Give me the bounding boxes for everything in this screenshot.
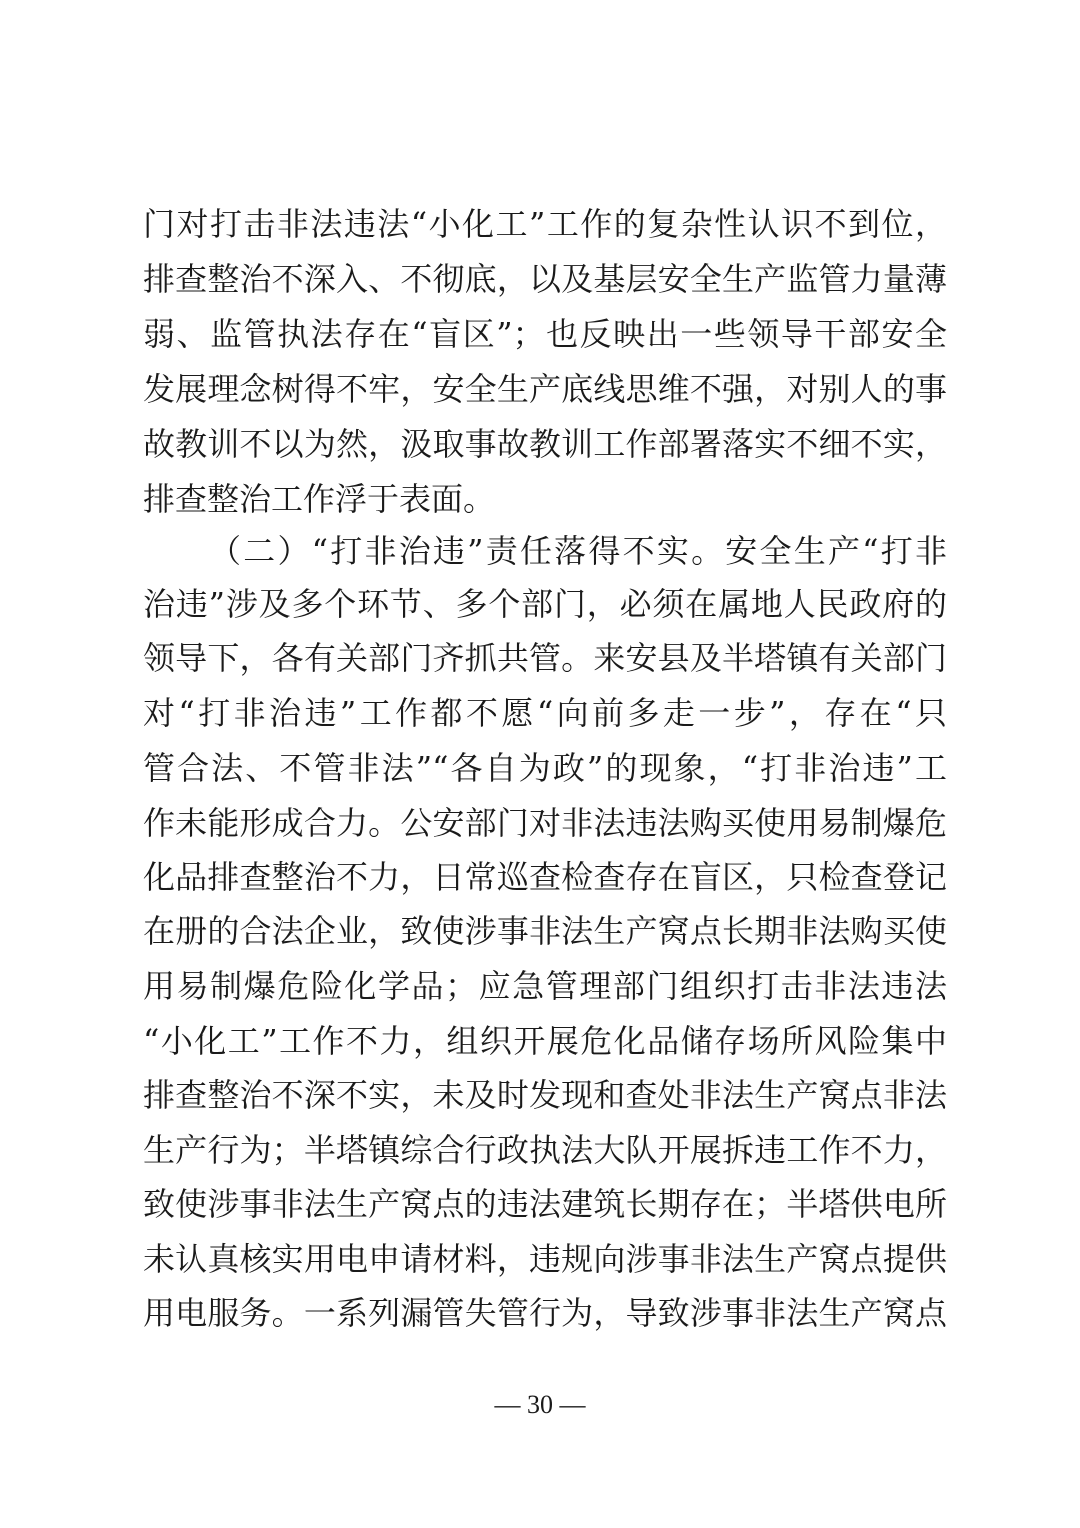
text-line: 未认真核实用电申请材料，违规向涉事非法生产窝点提供 [143,1240,947,1278]
text-line: 排查整治工作浮于表面。 [143,480,496,518]
text-line: 故教训不以为然，汲取事故教训工作部署落实不细不实， [143,425,947,463]
page-number: — 30 — [494,1390,586,1419]
text-line: 领导下，各有关部门齐抓共管。来安县及半塔镇有关部门 [143,639,947,677]
text-line: 化品排查整治不力，日常巡查检查存在盲区，只检查登记 [143,858,947,896]
text-line: 对“打非治违”工作都不愿“向前多走一步”，存在“只 [143,694,947,732]
text-line: 排查整治不深不实，未及时发现和查处非法生产窝点非法 [143,1076,947,1114]
text-line: 发展理念树得不牢，安全生产底线思维不强，对别人的事 [143,370,947,408]
text-line: “小化工”工作不力，组织开展危化品储存场所风险集中 [143,1022,947,1060]
text-line: 治违”涉及多个环节、多个部门，必须在属地人民政府的 [143,585,947,623]
text-line: 在册的合法企业，致使涉事非法生产窝点长期非法购买使 [143,912,947,950]
text-line: 生产行为；半塔镇综合行政执法大队开展拆违工作不力， [143,1131,947,1169]
text-line: 用易制爆危险化学品；应急管理部门组织打击非法违法 [143,967,947,1005]
text-line: 作未能形成合力。公安部门对非法违法购买使用易制爆危 [143,804,947,842]
text-line: 排查整治不深入、不彻底，以及基层安全生产监管力量薄 [143,260,947,298]
text-line: 门对打击非法违法“小化工”工作的复杂性认识不到位， [143,205,947,243]
text-line: 致使涉事非法生产窝点的违法建筑长期存在；半塔供电所 [143,1185,947,1223]
section-heading-line: （二）“打非治违”责任落得不实。安全生产“打非 [209,532,947,570]
text-line: 管合法、不管非法”“各自为政”的现象，“打非治违”工 [143,749,947,787]
text-line: 弱、监管执法存在“盲区”；也反映出一些领导干部安全 [143,315,947,353]
text-line: 用电服务。一系列漏管失管行为，导致涉事非法生产窝点 [143,1294,947,1332]
